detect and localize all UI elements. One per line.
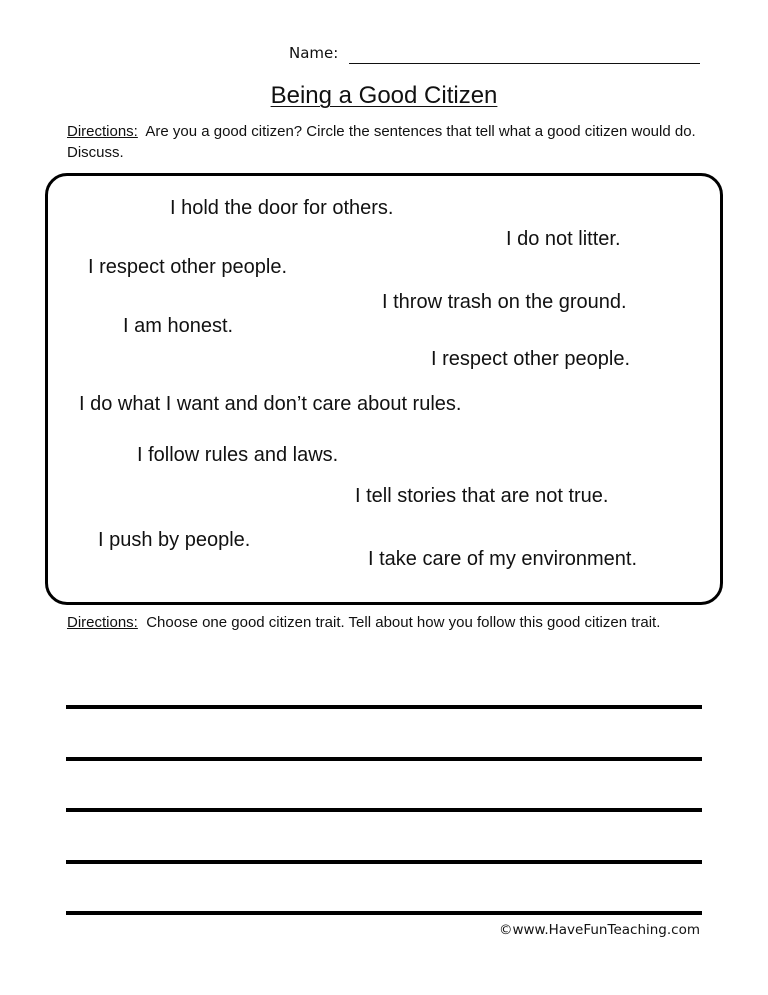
name-label: Name: <box>289 44 339 62</box>
copyright-footer: ©www.HaveFunTeaching.com <box>498 922 700 938</box>
name-input-line[interactable] <box>349 63 700 64</box>
writing-line[interactable] <box>66 808 702 812</box>
sentence-item[interactable]: I respect other people. <box>431 348 631 370</box>
sentence-item[interactable]: I push by people. <box>98 529 251 551</box>
page-title: Being a Good Citizen <box>270 82 498 109</box>
sentence-item[interactable]: I take care of my environment. <box>368 548 638 570</box>
sentence-item[interactable]: I am honest. <box>123 315 234 337</box>
directions-label: Directions: <box>67 614 138 631</box>
directions-label: Directions: <box>67 123 138 140</box>
sentence-item[interactable]: I do not litter. <box>506 228 621 250</box>
writing-line[interactable] <box>66 757 702 761</box>
directions-write <box>67 612 727 633</box>
writing-line[interactable] <box>66 705 702 709</box>
sentence-item[interactable]: I follow rules and laws. <box>137 444 339 466</box>
directions-text: Choose one good citizen trait. Tell about how you follow this good citizen trait. <box>146 614 661 631</box>
sentence-item[interactable]: I tell stories that are not true. <box>355 485 609 507</box>
writing-line[interactable] <box>66 860 702 864</box>
sentence-item[interactable]: I do what I want and don’t care about rules. <box>79 393 462 415</box>
sentence-item[interactable]: I respect other people. <box>88 256 288 278</box>
writing-line[interactable] <box>66 911 702 915</box>
directions-text: Are you a good citizen? Circle the sentences that tell what a good citizen would do. Discuss. <box>67 123 696 161</box>
sentence-item[interactable]: I hold the door for others. <box>170 197 394 219</box>
directions-circle <box>67 121 727 163</box>
sentence-item[interactable]: I throw trash on the ground. <box>382 291 627 313</box>
